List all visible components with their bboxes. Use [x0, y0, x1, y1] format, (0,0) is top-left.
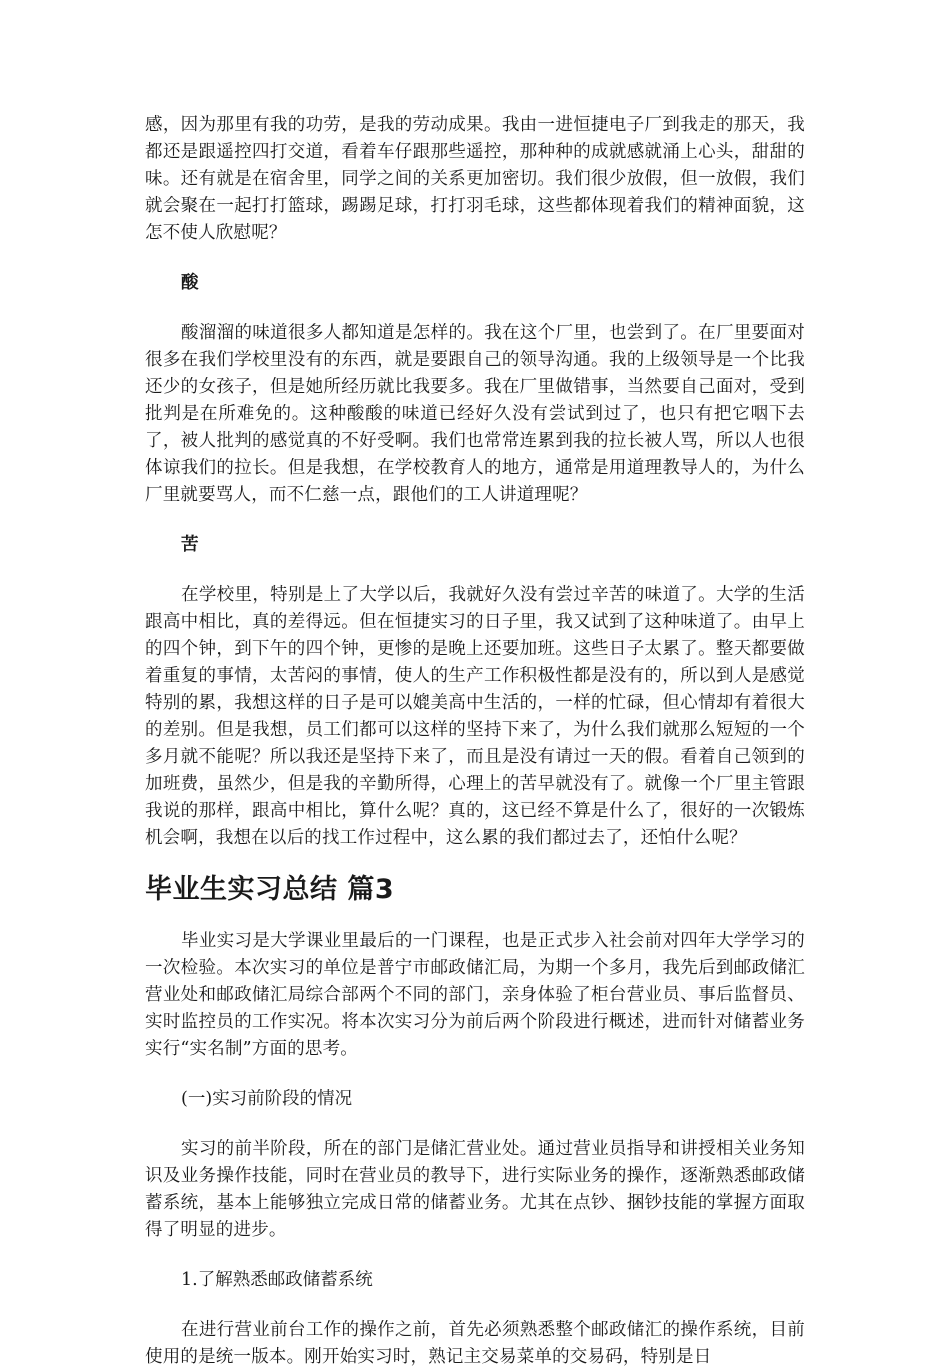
heading-item-one: 1.了解熟悉邮政储蓄系统	[181, 1270, 373, 1290]
paragraph-stage-one: 实习的前半阶段，所在的部门是储汇营业处。通过营业员指导和讲授相关业务知识及业务操作技能，同时在营业员的教导下，进行实际业务的操作，逐渐熟悉邮政储蓄系统，基本上能够独立完成日常的储蓄业务。尤其在点钞、捆钞技能的掌握方面取得了明显的进步。	[145, 1139, 805, 1240]
paragraph-sour: 酸溜溜的味道很多人都知道是怎样的。我在这个厂里，也尝到了。在厂里要面对很多在我们学校里没有的东西，就是要跟自己的领导沟通。我的上级领导是一个比我还少的女孩子，但是她所经历就比我要多。我在厂里做错事，当然要自己面对，受到批判是在所难免的。这种酸酸的味道已经好久没有尝试到过了，也只有把它咽下去了，被人批判的感觉真的不好受啊。我们也常常连累到我的拉长被人骂，所以人也很体谅我们的拉长。但是我想，在学校教育人的地方，通常是用道理教导人的，为什么厂里就要骂人，而不仁慈一点，跟他们的工人讲道理呢？	[145, 323, 805, 505]
paragraph-item-one: 在进行营业前台工作的操作之前，首先必须熟悉整个邮政储汇的操作系统，目前使用的是统一版本。刚开始实习时，熟记主交易菜单的交易码，特别是日	[145, 1320, 805, 1367]
paragraph-sweet-end: 感，因为那里有我的功劳，是我的劳动成果。我由一进恒捷电子厂到我走的那天，我都还是跟遥控四打交道，看着车仔跟那些遥控，那种种的成就感就涌上心头，甜甜的味。还有就是在宿舍里，同学之间的关系更加密切。我们很少放假，但一放假，我们就会聚在一起打打篮球，踢踢足球，打打羽毛球，这些都体现着我们的精神面貌，这怎不使人欣慰呢？	[145, 115, 805, 243]
subheading-sour: 酸	[181, 273, 199, 293]
paragraph-intro: 毕业实习是大学课业里最后的一门课程，也是正式步入社会前对四年大学学习的一次检验。本次实习的单位是普宁市邮政储汇局，为期一个多月，我先后到邮政储汇营业处和邮政储汇局综合部两个不同的部门，亲身体验了柜台营业员、事后监督员、实时监控员的工作实况。将本次实习分为前后两个阶段进行概述，进而针对储蓄业务实行“实名制”方面的思考。	[145, 931, 805, 1059]
document-page	[145, 112, 805, 1371]
section-title: 毕业生实习总结 篇3	[145, 874, 395, 905]
subheading-bitter: 苦	[181, 535, 199, 555]
paragraph-bitter: 在学校里，特别是上了大学以后，我就好久没有尝过辛苦的味道了。大学的生活跟高中相比，真的差得远。但在恒捷实习的日子里，我又试到了这种味道了。由早上的四个钟，到下午的四个钟，更惨的是晚上还要加班。这些日子太累了。整天都要做着重复的事情，太苦闷的事情，使人的生产工作积极性都是没有的，所以到人是感觉特别的累，我想这样的日子是可以媲美高中生活的，一样的忙碌，但心情却有着很大的差别。但是我想，员工们都可以这样的坚持下来了，为什么我们就那么短短的一个多月就不能呢？所以我还是坚持下来了，而且是没有请过一天的假。看着自己领到的加班费，虽然少，但是我的辛勤所得，心理上的苦早就没有了。就像一个厂里主管跟我说的那样，跟高中相比，算什么呢？真的，这已经不算是什么了，很好的一次锻炼机会啊，我想在以后的找工作过程中，这么累的我们都过去了，还怕什么呢？	[145, 585, 805, 848]
heading-stage-one: (一)实习前阶段的情况	[181, 1089, 353, 1109]
